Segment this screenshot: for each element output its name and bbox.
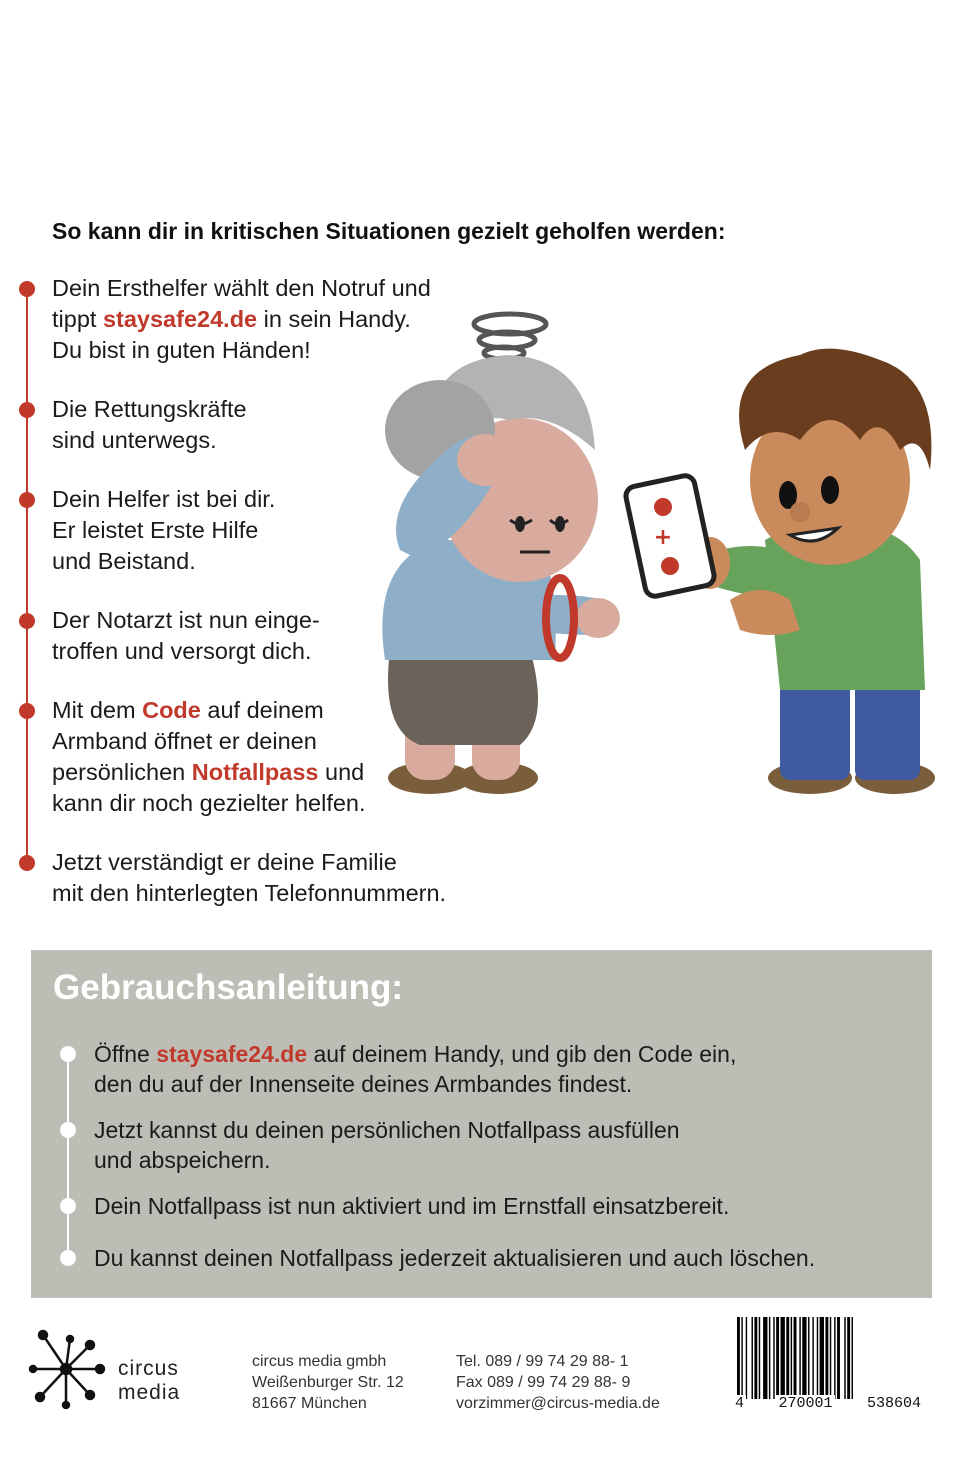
guide-step-text: [94, 1243, 815, 1273]
text-line: Mit dem Code auf deinem: [52, 697, 324, 723]
info-icon: [661, 557, 679, 575]
text-line: Armband öffnet er deinen: [52, 728, 317, 754]
barcode-bar: [812, 1317, 813, 1399]
barcode-number: 4 270001 538604: [735, 1395, 921, 1412]
boy-figure: [624, 349, 935, 794]
barcode-bar: [834, 1317, 835, 1399]
barcode-bar: [754, 1317, 757, 1399]
barcode-bar: [746, 1317, 747, 1399]
barcode-bar: [844, 1317, 845, 1399]
step-text: [52, 605, 320, 667]
barcode-bar: [763, 1317, 767, 1399]
timeline-dot: [19, 281, 35, 297]
usage-instructions-title: Gebrauchsanleitung:: [53, 968, 404, 1007]
barcode-bar: [737, 1317, 740, 1399]
text-line: Dein Ersthelfer wählt den Notruf und: [52, 275, 431, 301]
highlight-text: staysafe24.de: [102, 306, 258, 332]
guide-step-text: [94, 1039, 736, 1099]
timeline-dot: [19, 402, 35, 418]
text-line: Öffne staysafe24.de auf deinem Handy, und gib den Code ein,: [94, 1041, 737, 1067]
highlight-text: Notfallpass: [191, 759, 319, 785]
text-line: persönlichen Notfallpass und: [52, 759, 365, 785]
old-woman-figure: [382, 355, 620, 794]
text-line: Dein Helfer ist bei dir.: [52, 486, 276, 512]
text-line: kann dir noch gezielter helfen.: [52, 790, 366, 816]
barcode-bar: [794, 1317, 797, 1399]
text-line: Die Rettungskräfte: [52, 396, 247, 422]
highlight-text: Code: [142, 697, 201, 723]
highlight-text: staysafe24.de: [156, 1041, 308, 1067]
barcode-bar: [759, 1317, 760, 1399]
text-line: troffen und versorgt dich.: [52, 638, 312, 664]
guide-step-text: [94, 1115, 680, 1175]
text-line: Der Notarzt ist nun einge-: [52, 607, 320, 633]
barcode-bar: [786, 1317, 789, 1399]
guide-dot: [60, 1250, 76, 1266]
text-line: Jetzt verständigt er deine Familie: [52, 849, 397, 875]
step-text: [52, 394, 247, 456]
barcode-bar: [741, 1317, 742, 1399]
step-text: [52, 847, 446, 909]
barcode-bar: [799, 1317, 800, 1399]
page-heading: So kann dir in kritischen Situationen gezielt geholfen werden:: [52, 218, 726, 244]
text-line: Er leistet Erste Hilfe: [52, 517, 259, 543]
barcode-bar: [830, 1317, 831, 1399]
barcode-bar: [776, 1317, 779, 1399]
barcode-bar: [781, 1317, 785, 1399]
company-address: circus media gmbh Weißenburger Str. 12 81667 München: [252, 1353, 404, 1412]
barcode-bar: [817, 1317, 818, 1399]
barcode-bar: [808, 1317, 809, 1399]
guide-step-text: [94, 1191, 729, 1221]
text-line: den du auf der Innenseite deines Armbandes findest.: [94, 1071, 633, 1097]
guide-dot: [60, 1046, 76, 1062]
timeline-dot: [19, 613, 35, 629]
step-text: [52, 484, 275, 577]
barcode-bar: [802, 1317, 806, 1399]
text-line: Du bist in guten Händen!: [52, 337, 311, 363]
dizzy-swirl-icon: [474, 314, 546, 359]
barcode-bar: [847, 1317, 850, 1399]
text-line: tippt staysafe24.de in sein Handy.: [52, 306, 411, 332]
barcode-bar: [820, 1317, 824, 1399]
guide-dot: [60, 1198, 76, 1214]
step-text: [52, 695, 366, 819]
text-line: und Beistand.: [52, 548, 196, 574]
timeline-dot: [19, 855, 35, 871]
smartphone-icon: [624, 474, 716, 598]
text-line: Jetzt kannst du deinen persönlichen Notfallpass ausfüllen: [94, 1117, 680, 1143]
barcode-bar: [852, 1317, 853, 1399]
text-line: Dein Notfallpass ist nun aktiviert und im Ernstfall einsatzbereit.: [94, 1193, 730, 1219]
company-contact: Tel. 089 / 99 74 29 88- 1 Fax 089 / 99 74 29 88- 9 vorzimmer@circus-media.de: [456, 1353, 660, 1412]
text-line: sind unterwegs.: [52, 427, 217, 453]
guide-timeline-line: [67, 1052, 69, 1260]
phone-icon: [654, 498, 672, 516]
barcode-bar: [752, 1317, 753, 1399]
barcode-bar: [825, 1317, 828, 1399]
timeline-dot: [19, 703, 35, 719]
brand-name: circus media: [118, 1357, 181, 1404]
timeline-dot: [19, 492, 35, 508]
text-line: Du kannst deinen Notfallpass jederzeit aktualisieren und auch löschen.: [94, 1245, 816, 1271]
footer: [0, 1305, 960, 1465]
barcode-bar: [769, 1317, 770, 1399]
usage-instructions-box: [31, 950, 932, 1298]
circus-media-logo-icon: [28, 1317, 108, 1417]
barcode-bar: [773, 1317, 774, 1399]
helper-illustration: [360, 300, 950, 810]
guide-dot: [60, 1122, 76, 1138]
barcode-bar: [837, 1317, 840, 1399]
text-line: mit den hinterlegten Telefonnummern.: [52, 880, 447, 906]
timeline-line: [26, 287, 28, 865]
barcode-bar: [791, 1317, 792, 1399]
text-line: und abspeichern.: [94, 1147, 271, 1173]
plus-icon: +: [653, 525, 673, 550]
